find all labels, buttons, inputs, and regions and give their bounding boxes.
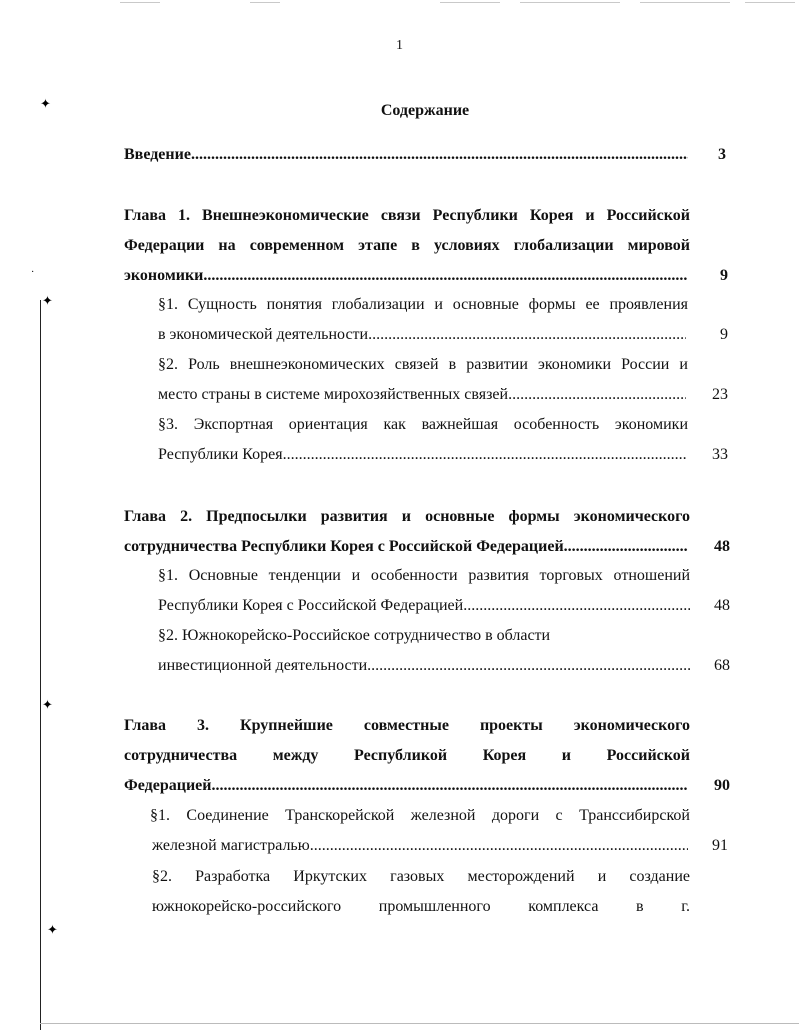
toc-ch1-section-2-page: 23 — [712, 386, 728, 403]
toc-ch1-section-2-line-1[interactable]: §2. Роль внешнеэкономических связей в развитии экономики России и — [158, 356, 688, 373]
toc-leader-dots — [310, 835, 688, 857]
toc-chapter-1-title-line-1[interactable]: Глава 1. Внешнеэкономические связи Республики Корея и Российской — [124, 207, 690, 224]
scan-speck-icon: · — [31, 267, 35, 278]
toc-leader-dots — [564, 536, 688, 558]
toc-ch1-section-1-line-2[interactable]: в экономической деятельности ..... — [158, 324, 686, 346]
punch-hole-mark-icon: ✦ — [47, 922, 58, 937]
toc-chapter-1-title-line-2[interactable]: Федерации на современном этапе в условиях глобализации мировой — [124, 237, 690, 254]
toc-chapter-1-page: 9 — [720, 267, 728, 284]
punch-hole-mark-icon: ✦ — [42, 293, 53, 308]
toc-ch3-section-2-line-2[interactable]: южнокорейско-российского промышленного комплекса в г. — [152, 898, 690, 915]
toc-chapter-2-title-line-2[interactable]: сотрудничества Республики Корея с Российской Федерацией ..... — [124, 536, 688, 558]
toc-ch1-section-1-page: 9 — [720, 326, 728, 343]
toc-ch1-section-3-line-2[interactable]: Республики Корея ..... — [158, 444, 686, 466]
toc-ch2-section-1-page: 48 — [714, 597, 730, 614]
toc-ch2-section-2-page: 68 — [714, 657, 730, 674]
toc-leader-dots — [463, 595, 690, 617]
toc-chapter-3-page: 90 — [714, 777, 730, 794]
punch-hole-mark-icon: ✦ — [40, 96, 51, 111]
toc-leader-dots — [368, 324, 686, 346]
toc-ch3-section-2-line-1[interactable]: §2. Разработка Иркутских газовых месторождений и создание — [152, 868, 690, 885]
punch-hole-mark-icon: ✦ — [42, 697, 53, 712]
toc-ch3-section-1-page: 91 — [712, 837, 728, 854]
page-title: Содержание — [380, 102, 470, 119]
toc-ch1-section-3-line-1[interactable]: §3. Экспортная ориентация как важнейшая особенность экономики — [158, 416, 688, 433]
toc-ch3-section-1-line-1[interactable]: §1. Соединение Транскорейской железной дороги с Транссибирской — [150, 807, 690, 824]
toc-ch2-section-1-line-1[interactable]: §1. Основные тенденции и особенности развития торговых отношений — [158, 567, 690, 584]
toc-leader-dots — [211, 775, 688, 797]
toc-chapter-3-title-line-2[interactable]: сотрудничества между Республикой Корея и Российской — [124, 747, 690, 764]
toc-ch1-section-3-page: 33 — [712, 446, 728, 463]
scan-top-edge — [0, 0, 799, 10]
toc-ch2-section-2-line-1[interactable]: §2. Южнокорейско-Российское сотрудничество в области — [158, 627, 551, 644]
toc-entry-intro[interactable] — [124, 144, 688, 166]
toc-intro-label: Введение — [124, 146, 191, 163]
scan-left-edge — [40, 300, 41, 1030]
toc-ch3-section-1-line-2[interactable]: железной магистралью ..... — [152, 835, 688, 857]
page-number: 1 — [396, 38, 403, 53]
toc-leader-dots — [283, 444, 686, 466]
toc-chapter-1-title-line-3[interactable]: экономики ..... — [124, 265, 688, 287]
toc-ch2-section-2-line-2[interactable]: инвестиционной деятельности ..... — [158, 655, 690, 677]
toc-chapter-2-page: 48 — [714, 538, 730, 555]
scan-bottom-edge — [40, 1023, 799, 1024]
toc-chapter-2-title-line-1[interactable]: Глава 2. Предпосылки развития и основные формы экономического — [124, 508, 690, 525]
toc-ch2-section-1-line-2[interactable]: Республики Корея с Российской Федерацией ..... — [158, 595, 690, 617]
toc-leader-dots — [203, 265, 688, 287]
toc-chapter-3-title-line-1[interactable]: Глава 3. Крупнейшие совместные проекты экономического — [124, 717, 690, 734]
toc-leader-dots — [508, 384, 686, 406]
toc-leader-dots — [191, 144, 688, 166]
toc-leader-dots — [367, 655, 690, 677]
toc-chapter-3-title-line-3[interactable]: Федерацией ..... — [124, 775, 688, 797]
toc-intro-page: 3 — [718, 146, 726, 163]
toc-ch1-section-1-line-1[interactable]: §1. Сущность понятия глобализации и основные формы ее проявления — [158, 296, 688, 313]
toc-ch1-section-2-line-2[interactable]: место страны в системе мирохозяйственных связей ..... — [158, 384, 686, 406]
